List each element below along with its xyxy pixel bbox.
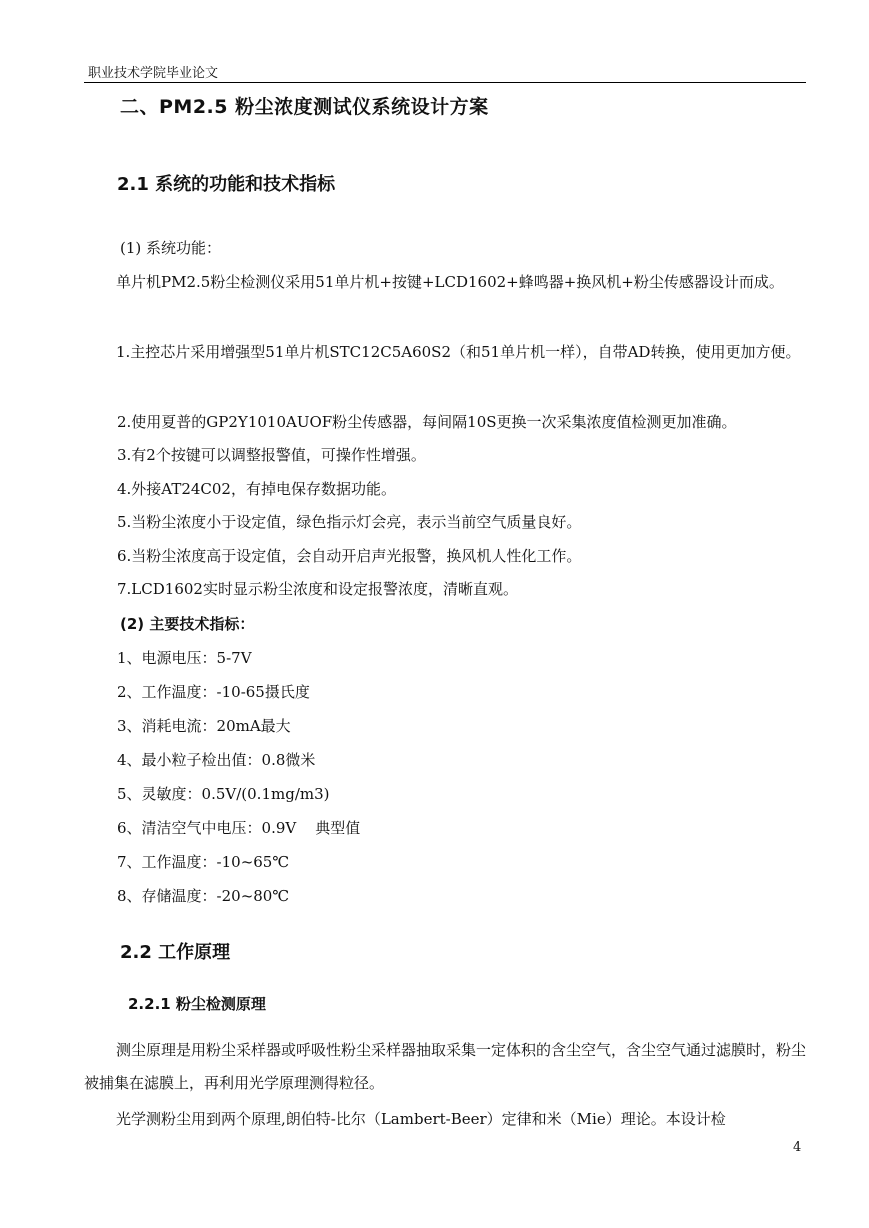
chapter-title: 二、PM2.5 粉尘浓度测试仪系统设计方案 <box>120 96 489 118</box>
section-2-1-title: 2.1 系统的功能和技术指标 <box>117 174 336 195</box>
spec-item-2: 2、工作温度：-10-65摄氏度 <box>117 683 310 701</box>
function-item-5: 5.当粉尘浓度小于设定值，绿色指示灯会亮，表示当前空气质量良好。 <box>117 513 582 531</box>
function-item-6: 6.当粉尘浓度高于设定值，会自动开启声光报警，换风机人性化工作。 <box>117 547 582 565</box>
function-item-4: 4.外接AT24C02，有掉电保存数据功能。 <box>117 480 396 498</box>
principle-text-2: 光学测粉尘用到两个原理,朗伯特-比尔（Lambert-Beer）定律和米（Mie）理论。本设计检 <box>116 1110 726 1128</box>
spec-item-6: 6、清洁空气中电压：0.9V 典型值 <box>117 819 361 837</box>
specs-heading: (2) 主要技术指标： <box>120 615 255 633</box>
spec-item-4: 4、最小粒子检出值：0.8微米 <box>117 751 316 769</box>
function-item-1 <box>84 336 806 369</box>
function-item-2: 2.使用夏普的GP2Y1010AUOF粉尘传感器，每间隔10S更换一次采集浓度值检测更加准确。 <box>117 413 737 431</box>
spec-item-3: 3、消耗电流：20mA最大 <box>117 717 291 735</box>
page-number: 4 <box>793 1140 802 1155</box>
spec-item-1: 1、电源电压：5-7V <box>117 649 252 667</box>
principle-paragraph-1 <box>84 1034 806 1100</box>
intro-text: 单片机PM2.5粉尘检测仪采用51单片机+按键+LCD1602+蜂鸣器+换风机+粉尘传感器设计而成。 <box>116 273 784 291</box>
principle-text-1: 测尘原理是用粉尘采样器或呼吸性粉尘采样器抽取采集一定体积的含尘空气，含尘空气通过滤膜时，粉尘被捕集在滤膜上，再利用光学原理测得粒径。 <box>84 1041 807 1092</box>
subsection-2-2-1-title: 2.2.1 粉尘检测原理 <box>128 995 266 1013</box>
spec-item-5: 5、灵敏度：0.5V/(0.1mg/m3) <box>117 785 330 803</box>
section-2-2-title: 2.2 工作原理 <box>120 942 231 963</box>
functions-heading: (1) 系统功能： <box>120 239 222 257</box>
intro-paragraph <box>84 266 806 299</box>
running-header: 职业技术学院毕业论文 <box>88 66 219 81</box>
function-item-3: 3.有2个按键可以调整报警值，可操作性增强。 <box>117 446 426 464</box>
spec-item-8: 8、存储温度：-20~80℃ <box>117 887 290 905</box>
header-rule <box>84 82 806 83</box>
spec-item-7: 7、工作温度：-10~65℃ <box>117 853 290 871</box>
principle-paragraph-2 <box>84 1103 806 1136</box>
function-item-text: 1.主控芯片采用增强型51单片机STC12C5A60S2（和51单片机一样），自带AD转换，使用更加方便。 <box>116 343 801 361</box>
function-item-7: 7.LCD1602实时显示粉尘浓度和设定报警浓度，清晰直观。 <box>117 580 518 598</box>
